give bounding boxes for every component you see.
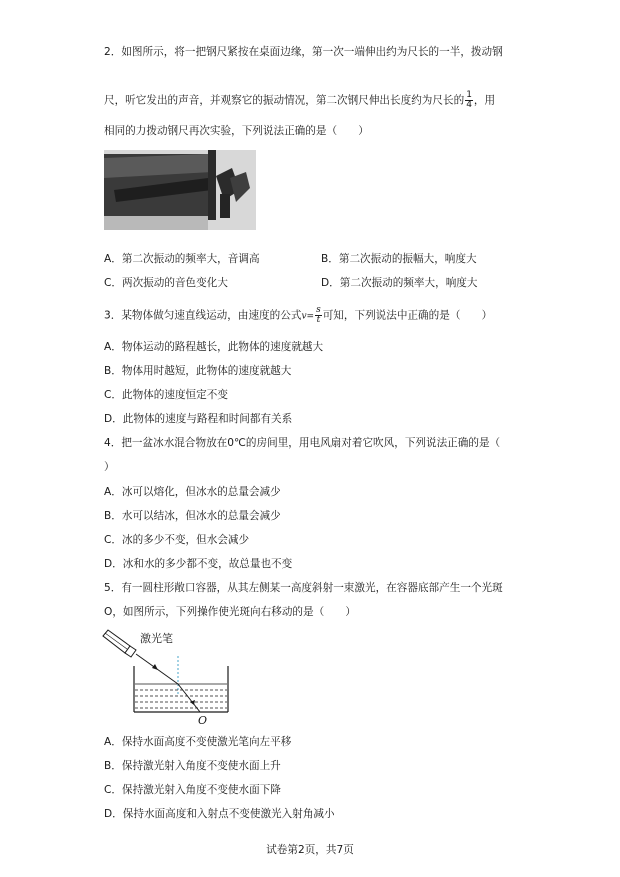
q5-line1: 5．有一圆柱形敞口容器，从其左侧某一高度斜射一束激光，在容器底部产生一个光斑 [104,582,503,594]
q2-fraction-num: 1 [466,90,472,100]
q2-fraction-den: 4 [466,100,472,110]
q3-formula-den: t [316,315,321,325]
q2-fraction [465,91,473,110]
label-spot-o: O [198,714,208,727]
q3-formula-num: s [316,305,321,315]
q4-option-d: D．冰和水的多少都不变，故总量也不变 [104,558,293,570]
q5-line2: O，如图所示，下列操作使光斑向右移动的是（ ） [104,606,356,618]
q2-option-d: D．第二次振动的频率大，响度大 [321,277,478,289]
ruler-photo-figure [104,150,256,230]
q3-line1-text: 3．某物体做匀速直线运动，由速度的公式 [104,309,302,322]
page-footer: 试卷第2页，共7页 [266,844,354,856]
q5-option-b: B．保持激光射入角度不变使水面上升 [104,760,281,772]
q2-option-c: C．两次振动的音色变化大 [104,277,228,289]
q2-line2-tail: ，用 [473,94,496,107]
q2-line1: 2．如图所示，将一把钢尺紧按在桌面边缘，第一次一端伸出约为尺长的一半，拨动钢 [104,46,503,58]
q5-option-d: D．保持水面高度和入射点不变使激光入射角减小 [104,808,335,820]
q3-formula-fraction [315,306,322,325]
q5-option-a: A．保持水面高度不变使激光笔向左平移 [104,736,292,748]
container-outline [134,666,228,712]
q2-option-b: B．第二次振动的振幅大，响度大 [321,253,477,265]
laser-container-figure [100,626,240,728]
q2-line2-text: 尺，听它发出的声音，并观察它的振动情况，第二次钢尺伸出长度约为尺长的 [104,94,465,107]
q3-option-a: A．物体运动的路程越长，此物体的速度就越大 [104,341,324,353]
q3-line1-tail: 可知，下列说法中正确的是（ ） [322,309,493,322]
q5-option-c: C．保持激光射入角度不变使水面下降 [104,784,281,796]
q3-option-c: C．此物体的速度恒定不变 [104,389,228,401]
q3-formula-eq: = [306,311,315,322]
q3-line1 [104,306,492,325]
q2-line3: 相同的力拨动钢尺再次实验，下列说法正确的是（ ） [104,125,369,137]
q4-line1: 4．把一盆冰水混合物放在0℃的房间里，用电风扇对着它吹风，下列说法正确的是（ [104,437,501,449]
q3-option-b: B．物体用时越短，此物体的速度就越大 [104,365,292,377]
q4-option-c: C．冰的多少不变，但水会减少 [104,534,250,546]
q4-line2: ） [104,461,115,473]
q3-formula-v: v [301,311,307,322]
q2-option-a: A．第二次振动的频率大，音调高 [104,253,260,265]
q4-option-b: B．水可以结冰，但冰水的总量会减少 [104,510,281,522]
q4-option-a: A．冰可以熔化，但冰水的总量会减少 [104,486,281,498]
q2-line2 [104,91,495,110]
q3-option-d: D．此物体的速度与路程和时间都有关系 [104,413,293,425]
label-laser-pen: 激光笔 [140,632,173,645]
laser-pen-icon [103,630,136,657]
